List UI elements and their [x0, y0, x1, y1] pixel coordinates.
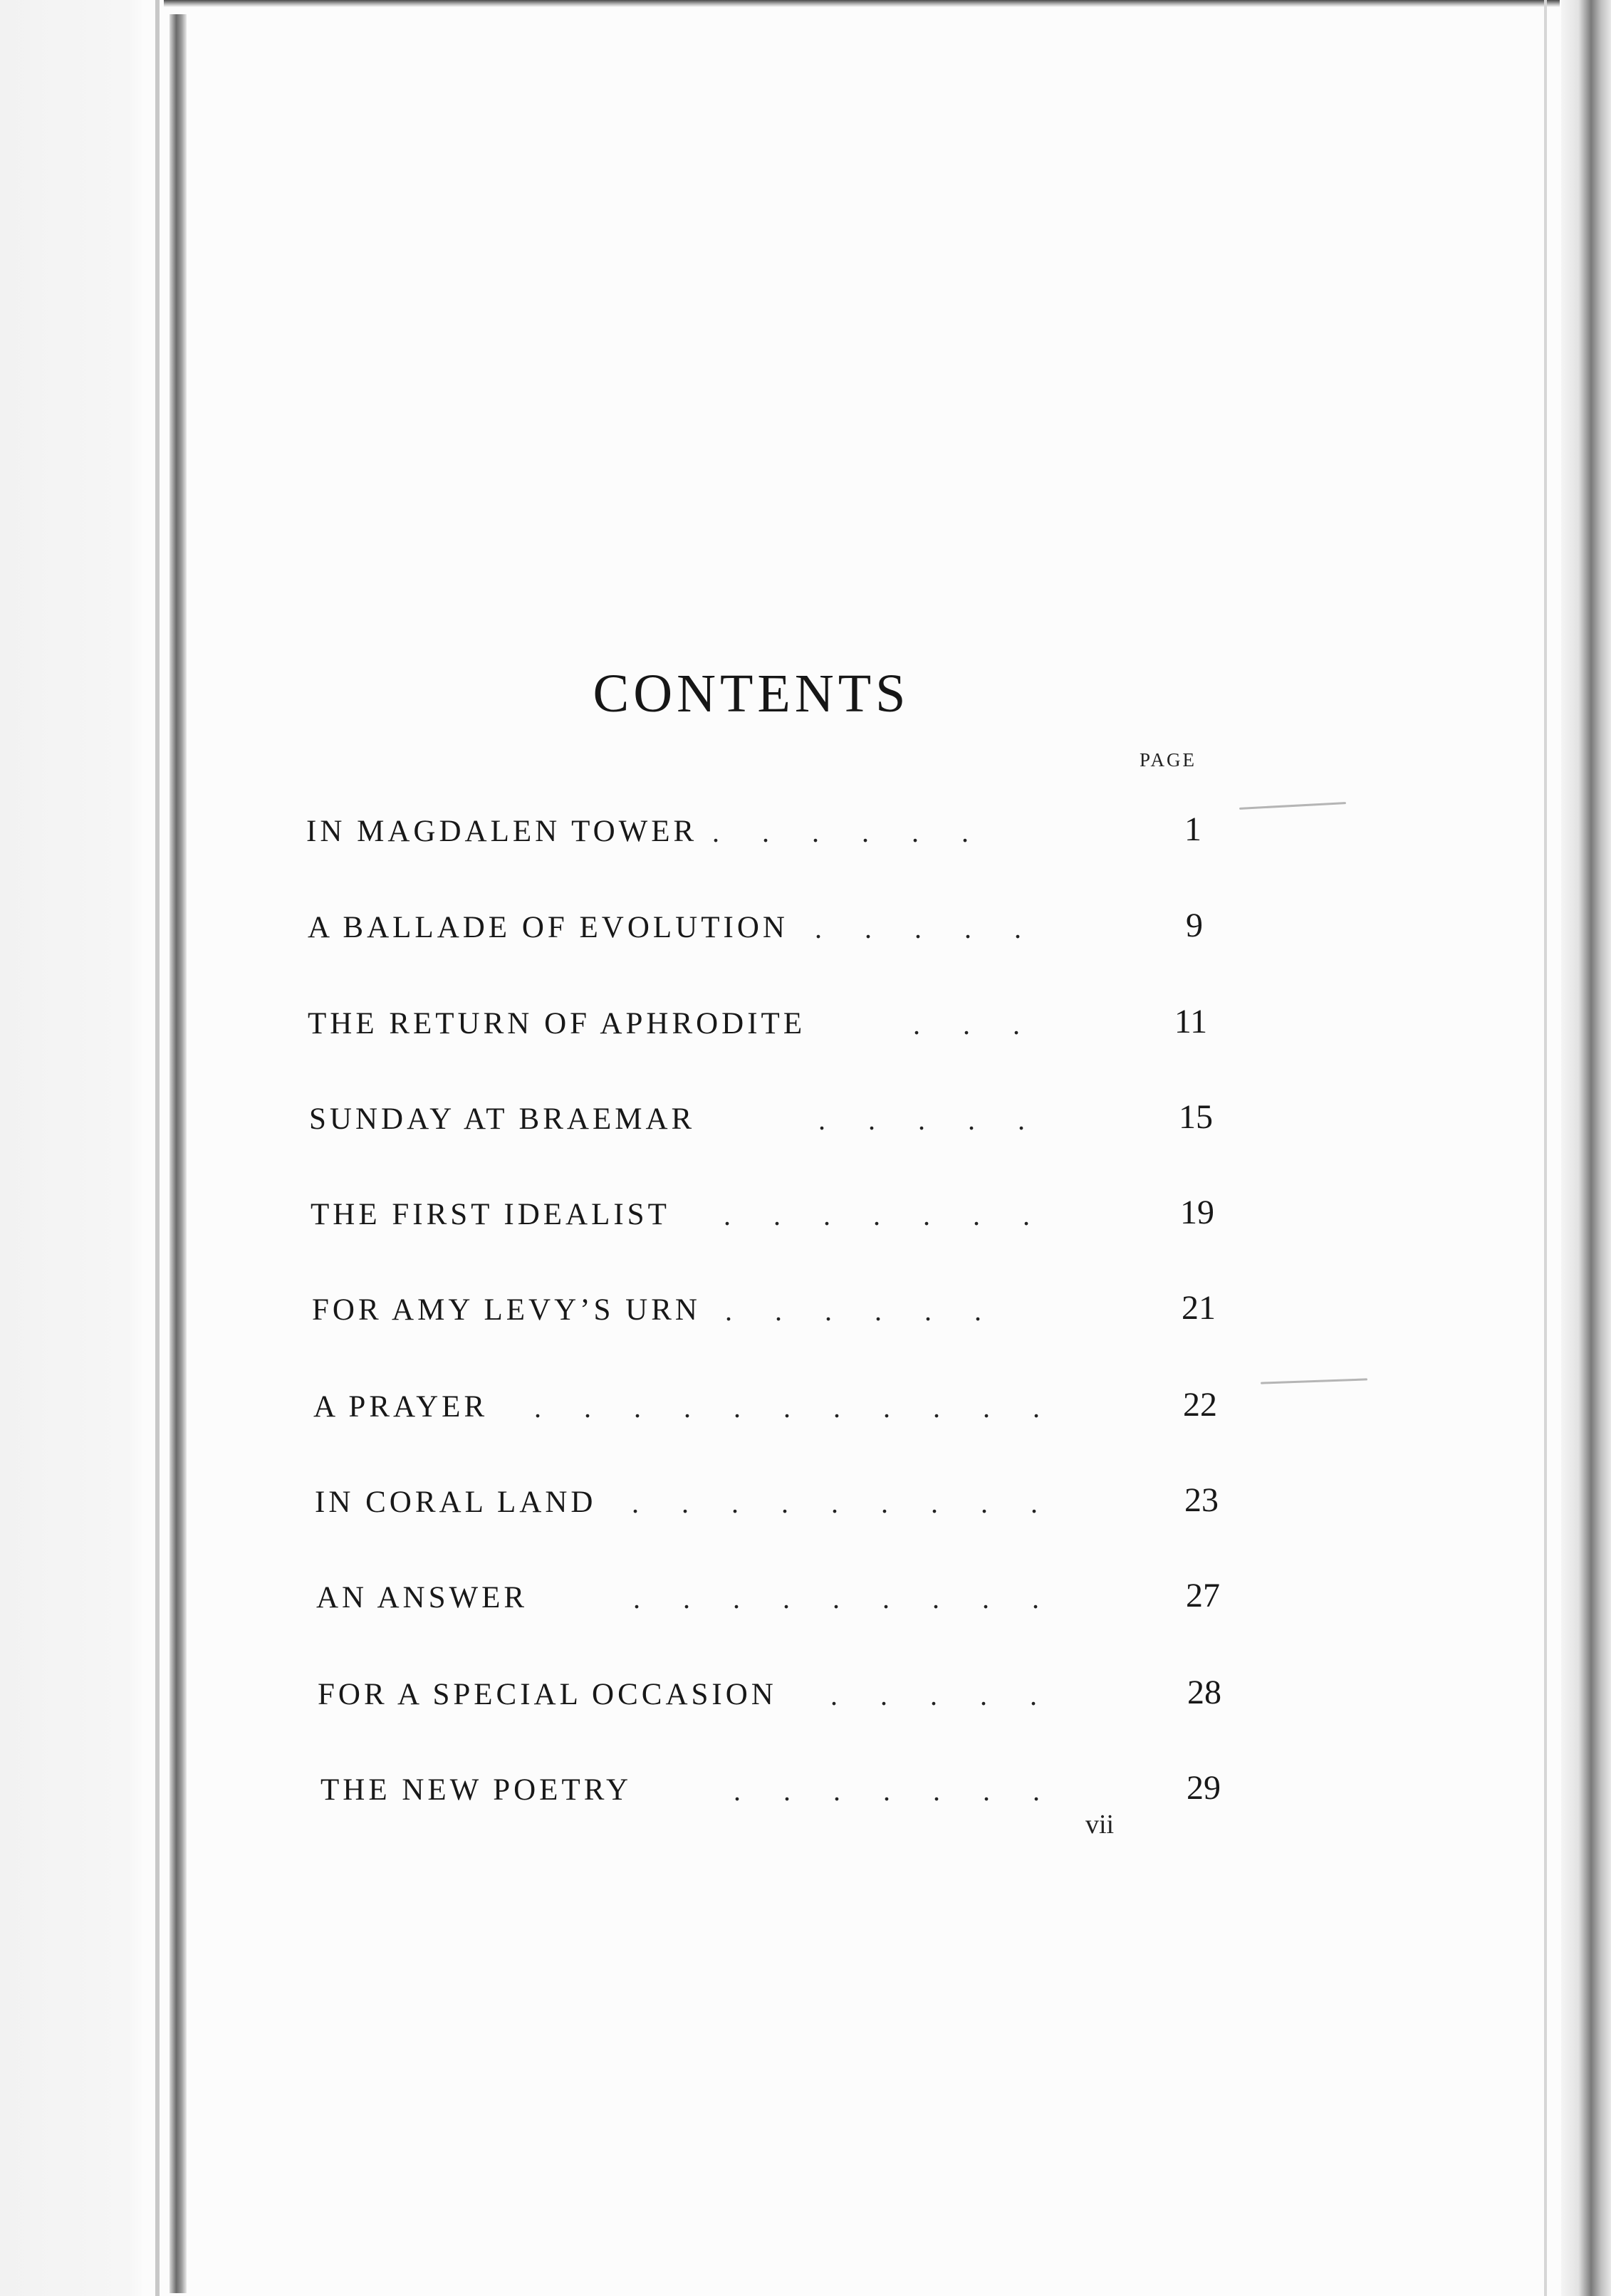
contents-heading: CONTENTS	[593, 663, 910, 724]
dot-leader: . . . . . .	[712, 816, 969, 848]
toc-entry[interactable]	[315, 1476, 1241, 1525]
toc-entry-title: IN CORAL LAND	[315, 1486, 597, 1519]
dot-leader: . . .	[913, 1008, 1020, 1040]
binding-shadow	[170, 14, 187, 2293]
dot-leader: . . . . . . .	[734, 1775, 1040, 1807]
toc-entry-page: 15	[1179, 1098, 1213, 1136]
toc-entry-page: 21	[1182, 1289, 1216, 1327]
toc-entry-title: THE RETURN OF APHRODITE	[308, 1007, 806, 1040]
dot-leader: . . . . . . .	[724, 1199, 1030, 1231]
toc-entry-title: THE FIRST IDEALIST	[311, 1198, 670, 1231]
page-column-label: PAGE	[1140, 749, 1197, 771]
pencil-mark	[1239, 802, 1346, 810]
toc-entry-page: 28	[1187, 1674, 1221, 1711]
dot-leader: . . . . . . . . .	[632, 1487, 1038, 1519]
dot-leader: . . . . . . . . .	[633, 1582, 1039, 1614]
toc-entry[interactable]	[306, 805, 1232, 855]
toc-entry-page: 22	[1183, 1386, 1217, 1424]
toc-entry[interactable]	[309, 1092, 1235, 1142]
page-edge-line	[1544, 0, 1547, 2296]
dot-leader: . . . . .	[818, 1104, 1025, 1136]
toc-entry-title: IN MAGDALEN TOWER	[306, 815, 698, 848]
toc-entry[interactable]	[308, 901, 1234, 951]
toc-entry-page: 27	[1186, 1577, 1220, 1614]
toc-entry[interactable]	[311, 1188, 1236, 1238]
toc-entry-page: 19	[1180, 1194, 1214, 1231]
toc-entry-page: 23	[1184, 1481, 1219, 1519]
toc-entry-title: A PRAYER	[313, 1390, 489, 1424]
toc-entry-page: 9	[1186, 907, 1203, 944]
toc-entry-page: 11	[1174, 1003, 1208, 1040]
toc-entry[interactable]	[318, 1668, 1244, 1718]
toc-entry[interactable]	[308, 997, 1234, 1047]
toc-entry-title: AN ANSWER	[316, 1581, 528, 1614]
toc-entry-page: 29	[1187, 1769, 1221, 1807]
scan-right-edge	[1561, 0, 1611, 2296]
toc-entry-page: 1	[1184, 810, 1201, 848]
toc-entry[interactable]	[320, 1763, 1246, 1813]
toc-entry-title: A BALLADE OF EVOLUTION	[308, 911, 788, 944]
toc-entry[interactable]	[313, 1380, 1239, 1430]
dot-leader: . . . . . . . . . . .	[534, 1392, 1040, 1424]
dot-leader: . . . . .	[815, 912, 1021, 944]
pencil-mark	[1261, 1378, 1367, 1384]
toc-entry-title: SUNDAY AT BRAEMAR	[309, 1102, 696, 1136]
toc-entry-title: FOR AMY LEVY’S URN	[312, 1293, 701, 1327]
toc-entry-title: THE NEW POETRY	[320, 1773, 632, 1807]
scan-left-margin	[0, 0, 142, 2296]
dot-leader: . . . . .	[830, 1679, 1037, 1711]
toc-entry[interactable]	[312, 1283, 1238, 1333]
page-number-folio: vii	[1085, 1810, 1115, 1840]
toc-entry-title: FOR A SPECIAL OCCASION	[318, 1678, 777, 1711]
toc-entry[interactable]	[316, 1571, 1242, 1621]
binding-shadow-outer	[155, 0, 160, 2296]
dot-leader: . . . . . .	[725, 1295, 981, 1327]
scan-top-edge	[164, 0, 1560, 7]
